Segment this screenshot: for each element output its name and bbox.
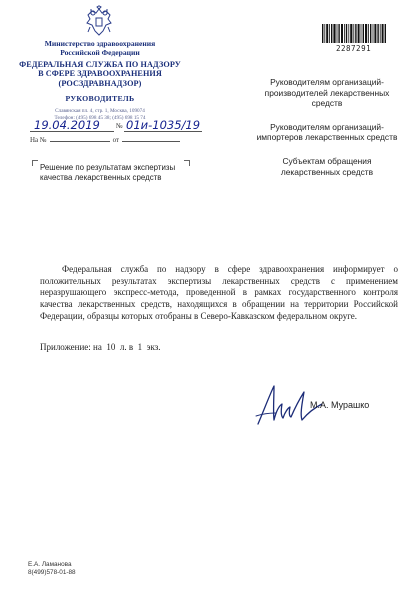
- barcode-number: 2287291: [336, 44, 372, 53]
- letterhead: [12, 40, 188, 121]
- body-paragraph: Федеральная служба по надзору в сфере здравоохранения информирует о положительных результатах экспертизы лекарственных средств с применением неразрушающего экспресс-метода, проведенной в рамках государственного контроля качества лекарственных средств, находящихся в обращении на территории Российской Федерации, образцы которых отобраны в Северо-Кавказском федеральном округе.: [40, 264, 398, 321]
- signer-name: М.А. Мурашко: [310, 400, 370, 410]
- executor-block: [28, 561, 76, 577]
- recipient-manufacturers: Руководителям организаций-производителей лекарственных средств: [264, 77, 390, 109]
- subject-corner-left: [32, 160, 38, 166]
- executor-name: Е.А. Ламанова: [28, 561, 72, 568]
- reference-date-blank: [122, 141, 180, 142]
- recipients-block: [252, 77, 402, 190]
- subject-line: Решение по результатам экспертизы качества лекарственных средств: [40, 163, 176, 183]
- address-block: Славянская пл. 4, стр. 1, Москва, 109074 Телефон: (495) 698 45 38; (495) 698 15 74: [54, 107, 146, 121]
- number-label: №: [116, 122, 123, 130]
- executor-phone: 8(499)578-01-88: [28, 569, 76, 577]
- coat-of-arms-icon: [82, 5, 116, 39]
- registration-number: 01и-1035/19: [126, 118, 201, 132]
- number-underline: [124, 131, 202, 132]
- recipient-importers: Руководителям организаций-импортеров лекарственных средств: [256, 121, 398, 143]
- attachment-line: Приложение: на 10 л. в 1 экз.: [40, 342, 161, 352]
- reference-from-label: от: [112, 136, 120, 144]
- registration-date: 19.04.2019: [34, 118, 100, 132]
- recipient-subjects: Субъектам обращения лекарственных средств: [280, 155, 374, 177]
- reference-prefix: На №: [30, 136, 47, 144]
- date-underline: [30, 131, 114, 132]
- ministry-name: Министерство здравоохранения Российской Федерации: [44, 39, 156, 57]
- letter-body: [40, 264, 398, 323]
- registration-row: [28, 116, 208, 134]
- reference-row: [30, 136, 180, 144]
- reference-number-blank: [50, 141, 110, 142]
- service-name: ФЕДЕРАЛЬНАЯ СЛУЖБА ПО НАДЗОРУ В СФЕРЕ ЗДРАВООХРАНЕНИЯ (РОСЗДРАВНАДЗОР): [19, 60, 181, 88]
- barcode-icon: [322, 24, 386, 43]
- head-title: РУКОВОДИТЕЛЬ: [65, 93, 135, 103]
